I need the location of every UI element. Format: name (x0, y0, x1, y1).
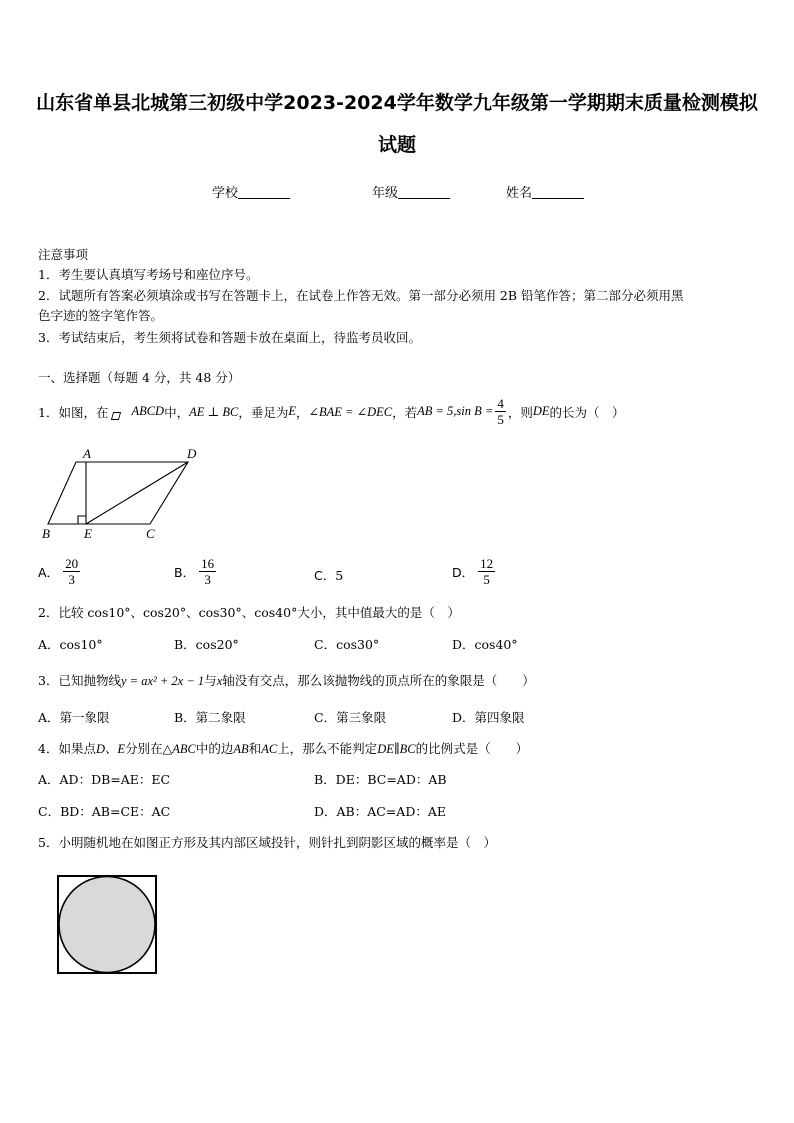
q1-text: ， (296, 404, 309, 420)
school-label: 学校 (212, 186, 239, 201)
school-blank (238, 186, 290, 199)
q4-math: △ABC (162, 742, 196, 756)
fraction-numerator: 16 (201, 556, 215, 571)
option-label: D． (452, 564, 475, 580)
parallelogram-icon (111, 408, 121, 415)
label-C: C (146, 526, 155, 541)
question-5-stem: 5．小明随机地在如图正方形及其内部区域投针，则针扎到阴影区域的概率是（ ） (38, 835, 496, 850)
q4-text: 中的边 (195, 741, 234, 756)
q3-math: y = ax² + 2x − 1 (120, 674, 205, 688)
q1-text: ，垂足为 (238, 404, 289, 420)
q4-math: AC (261, 742, 278, 756)
question-3-stem (38, 671, 535, 689)
q2-option-b[interactable]: B．cos20° (174, 637, 239, 652)
option-value: 5 (335, 568, 344, 583)
q1-text: ，若 (392, 404, 418, 420)
q3-text: 轴没有交点，那么该抛物线的顶点所在的象限是（ ） (222, 673, 535, 688)
label-B: B (42, 526, 50, 541)
label-D: D (187, 446, 197, 461)
q1-option-c[interactable] (314, 566, 343, 584)
q1-fraction (495, 396, 506, 427)
q4-option-c[interactable]: C．BD：AB=CE：AC (38, 804, 171, 819)
q1-option-a[interactable] (38, 556, 80, 587)
q4-text: 的比例式是（ ） (415, 741, 529, 756)
q3-option-a[interactable]: A．第一象限 (38, 710, 110, 725)
notes-heading: 注意事项 (38, 247, 89, 262)
q4-math: DE∥BC (377, 742, 416, 756)
q3-math: x (216, 674, 223, 688)
q1-option-b[interactable] (174, 556, 216, 587)
note-item: 1．考生要认真填写考场号和座位序号。 (38, 267, 259, 282)
question-1-stem (38, 396, 625, 427)
section-heading: 一、选择题（每题 4 分，共 48 分） (38, 370, 241, 385)
fraction-denominator: 3 (204, 572, 211, 587)
school-field (212, 182, 290, 201)
q4-text: 分别在 (125, 741, 163, 756)
name-label: 姓名 (506, 186, 533, 201)
option-fraction (199, 556, 216, 587)
q1-text: ，则 (507, 404, 533, 420)
q1-math: ABCD (131, 404, 165, 418)
note-item: 3．考试结束后，考生须将试卷和答题卡放在桌面上，待监考员收回。 (38, 330, 421, 345)
q3-option-c[interactable]: C．第三象限 (314, 710, 387, 725)
q4-option-b[interactable]: B．DE：BC=AD：AB (314, 772, 447, 787)
fraction-numerator: 4 (497, 396, 504, 411)
shaded-circle (59, 877, 155, 973)
label-E: E (84, 526, 92, 541)
fraction-numerator: 12 (480, 556, 494, 571)
grade-label: 年级 (372, 186, 399, 201)
q1-math: DE (532, 404, 550, 418)
q4-math: D、E (95, 742, 126, 756)
note-item: 色字迹的签字笔作答。 (38, 308, 164, 323)
q2-option-d[interactable]: D．cos40° (452, 637, 518, 652)
q4-option-d[interactable]: D．AB：AC=AD：AE (314, 804, 447, 819)
page-title-line2: 试题 (377, 134, 416, 156)
q3-text: 与 (204, 673, 217, 688)
q3-option-b[interactable]: B．第二象限 (174, 710, 246, 725)
fraction-denominator: 5 (483, 572, 490, 587)
q3-option-d[interactable]: D．第四象限 (452, 710, 525, 725)
q1-option-d[interactable] (452, 556, 495, 587)
q1-text: 的长为（ ） (549, 404, 625, 420)
q1-math: AE ⊥ BC (189, 404, 239, 419)
option-label: B． (174, 564, 196, 580)
option-label: C． (314, 568, 336, 583)
question-2-stem: 2．比较 cos10°、cos20°、cos30°、cos40°大小，其中值最大的是（ ） (38, 605, 460, 620)
q4-text: 和 (248, 741, 262, 756)
q4-text: 上，那么不能判定 (277, 741, 378, 756)
page-title: 山东省单县北城第三初级中学2023-2024学年数学九年级第一学期期末质量检测模拟 (36, 92, 758, 114)
q1-math: ∠BAE = ∠DEC (308, 404, 393, 419)
q2-option-c[interactable]: C．cos30° (314, 637, 380, 652)
q1-math: AB = 5,sin B = (417, 404, 494, 418)
q4-text: 4．如果点 (38, 741, 96, 756)
option-fraction (63, 556, 80, 587)
fraction-denominator: 5 (497, 412, 504, 427)
q2-option-a[interactable]: A．cos10° (38, 637, 103, 652)
grade-field (372, 182, 450, 201)
fraction-denominator: 3 (68, 572, 75, 587)
label-A: A (83, 446, 91, 461)
q1-text: 中， (164, 404, 190, 420)
q3-text: 3．已知抛物线 (38, 673, 121, 688)
option-fraction (478, 556, 495, 587)
q1-figure (38, 444, 218, 544)
q1-text: 1．如图，在 (38, 404, 109, 420)
q5-figure (56, 874, 160, 976)
question-4-stem (38, 739, 528, 757)
grade-blank (398, 186, 450, 199)
name-field (506, 182, 584, 201)
option-label: A． (38, 564, 60, 580)
q4-option-a[interactable]: A．AD：DB=AE：EC (38, 772, 171, 787)
name-blank (532, 186, 584, 199)
q1-math: E (288, 404, 297, 418)
note-item: 2．试题所有答案必须填涂或书写在答题卡上，在试卷上作答无效。第一部分必须用 2B 铅笔作答；第二部分必须用黑 (38, 288, 684, 303)
q4-math: AB (233, 742, 249, 756)
fraction-numerator: 20 (65, 556, 79, 571)
